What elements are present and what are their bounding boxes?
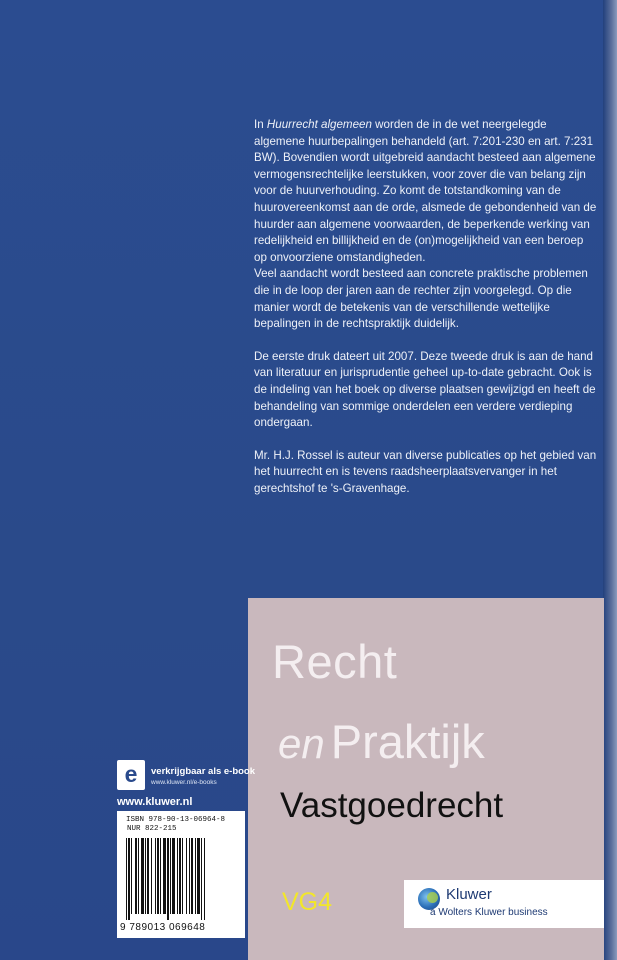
barcode-bar (197, 838, 200, 914)
barcode-bar (186, 838, 187, 914)
publisher-website: www.kluwer.nl (117, 796, 193, 808)
blurb-p1-body: worden de in de wet neergelegde algemene huurbepalingen behandeld (art. 7:201-230 en art. 7:231 BW). Bovendien wordt uitgebreid aandacht besteed aan algemene vermogensrechtelijke leerstukken, voor zover die van belang zijn voor de huurverhouding. Zo komt de totstandkoming van de huurovereenkomst aan de orde, alsmede de gebondenheid van de huurder aan algemene voorwaarden, de beperkende werking van redelijkheid en billijkheid en de (on)mogelijkheid van een beroep op onvoorziene omstandigheden. (254, 118, 597, 264)
barcode-bar (167, 838, 169, 920)
series-title-en: en (278, 720, 325, 767)
barcode-bar (170, 838, 171, 914)
spine-edge (603, 0, 617, 960)
barcode-bar (177, 838, 178, 914)
barcode-bar (195, 838, 196, 914)
ebook-label: verkrijgbaar als e-book (151, 766, 256, 777)
blurb-paragraph-1 (254, 117, 599, 266)
ebook-url: www.kluwer.nl/e-books (151, 779, 217, 786)
barcode-bar (204, 838, 205, 920)
barcode-bar (189, 838, 190, 914)
barcode-bar (126, 838, 127, 920)
blurb-book-title: Huurrecht algemeen (266, 118, 372, 131)
barcode-bar (191, 838, 193, 914)
barcode-bar (182, 838, 183, 914)
blurb-paragraph-4: Mr. H.J. Rossel is auteur van diverse publicaties op het gebied van het huurrecht en is tevens raadsheerplaatsvervanger in het gerechtshof te 's-Gravenhage. (254, 448, 597, 495)
isbn-text: ISBN 978-90-13-06964-8 (126, 816, 226, 824)
barcode-bar (147, 838, 149, 914)
barcode-bar (201, 838, 202, 920)
blurb-text (254, 117, 599, 513)
barcode-bar (160, 838, 161, 914)
barcode-bar (138, 838, 139, 914)
series-subject: Vastgoedrecht (280, 786, 504, 825)
e-book-icon-glyph: e (124, 761, 138, 787)
barcode-bar (155, 838, 156, 914)
barcode-bar (163, 838, 166, 914)
barcode-bar (151, 838, 152, 914)
barcode-bar (128, 838, 130, 920)
nur-text: NUR 822-215 (127, 825, 177, 833)
barcode (124, 838, 240, 920)
publisher-name: Kluwer (446, 886, 492, 903)
series-title-recht: Recht (272, 635, 398, 688)
blurb-paragraph-2: Veel aandacht wordt besteed aan concrete praktische problemen die in de loop der jaren aan de rechter zijn voorgelegd. Op die manier wordt de betekenis van de verschillende wettelijke bepalingen in de rechtspraktijk duidelijk. (254, 267, 588, 331)
blurb-paragraph-3: De eerste druk dateert uit 2007. Deze tweede druk is aan de hand van literatuur en jurisprudentie geheel up-to-date gebracht. Ook is de indeling van het boek op diverse plaatsen gewijzigd en heeft de behandeling van sommige onderdelen een verdere verdieping ondergaan. (254, 349, 596, 430)
barcode-bar (157, 838, 159, 914)
barcode-bar (131, 838, 132, 914)
barcode-bar (172, 838, 175, 914)
barcode-bar (179, 838, 181, 914)
publisher-tagline: a Wolters Kluwer business (430, 907, 548, 918)
barcode-bar (141, 838, 144, 914)
series-title-en-praktijk (278, 716, 485, 770)
e-book-icon (117, 760, 145, 790)
volume-number: VG4 (282, 888, 333, 916)
barcode-bar (145, 838, 146, 914)
barcode-number: 9 789013 069648 (120, 922, 206, 933)
barcode-bar (135, 838, 137, 914)
blurb-p1-lead: In (254, 118, 267, 131)
series-title-praktijk: Praktijk (330, 715, 485, 768)
